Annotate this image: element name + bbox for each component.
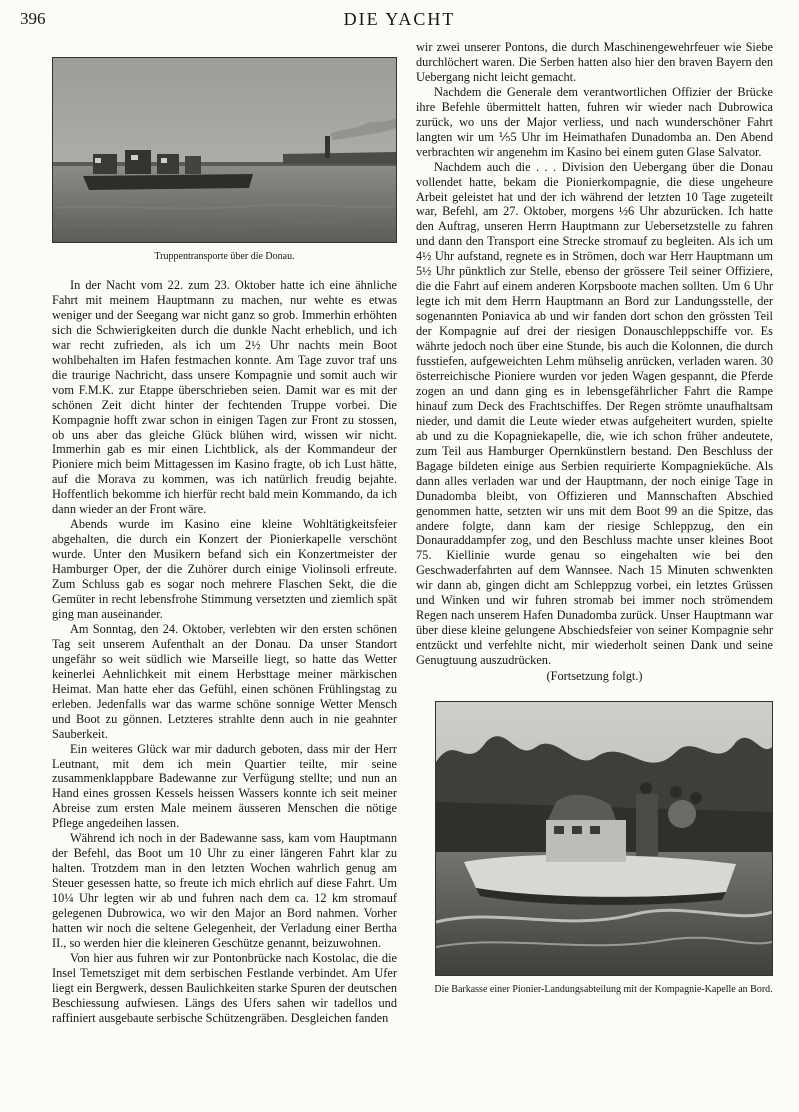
journal-title: DIE YACHT xyxy=(343,9,456,29)
paragraph: In der Nacht vom 22. zum 23. Oktober hatte ich eine ähnliche Fahrt mit meinem Hauptmann zu machen, nur wehte es etwas weniger und der Seegang war nicht ganz so grob. Immerhin erhöhten sich die Schwierigkeiten durch die dunkle Nacht erheblich, und ich war recht zufrieden, als ich um 2½ Uhr nachts mein Boot wohlbehalten im Hafen festmachen konnte. Am Tage zuvor traf uns die traurige Nachricht, dass unsere Kompagnie und somit auch wir vom F.M.K. zur Etappe überschrieben seien. Damit war es mit der schönen Zeit dicht hinter der fechtenden Truppe vorbei. Die Kompagnie hofft zwar schon in einigen Tagen zur Front zu stossen, ob uns aber das gleiche Glück blühen wird, wissen wir nicht. Immerhin gab es mir einen Lichtblick, als der Kommandeur der Pioniere mich beim Mittagessen im Kasino fragte, ob ich Lust hätte, auf die Morava zu kommen, was ich natürlich freudig bejahte. Hoffentlich bekomme ich hierfür recht bald mein Kommando, da ich dann wieder an der Front wäre. xyxy=(52,278,397,517)
paragraph: wir zwei unserer Pontons, die durch Maschinengewehrfeuer wie Siebe durchlöchert waren. Die Serben hatten also hier den braven Bayern den Uebergang nicht leicht gemacht. xyxy=(416,40,773,84)
figure-caption-1: Truppentransporte über die Donau. xyxy=(154,251,295,262)
paragraph: Nachdem die Generale dem verantwortlichen Offizier der Brücke ihre Befehle übermittelt hatten, fuhren wir wieder nach Dubrowica zurück, wo uns der Major verliess, und nach wunderschöner Fahrt langten wir um ⅕5 Uhr im Heimathafen Dunadomba an. Den Abend verbrachten wir angenehm im Kasino bei einem guten Glase Salvator. xyxy=(416,84,773,159)
photo-launch-with-band xyxy=(435,701,773,976)
paragraph: Am Sonntag, den 24. Oktober, verlebten wir den ersten schönen Tag seit unserem Aufenthalt an der Donau. Da unser Standort ungefähr so weit südlich wie Marseille liegt, so hatte das Wetter keinerlei Aehnlichkeit mit einem Herbsttage meiner märkischen Heimat. Man hatte eher das Gefühl, einen schönen Frühlingstag zu erleben. Jedenfalls war das warme schöne sonnige Wetter Mensch und Boot zu gönnen. Letzteres strahlte denn auch in nie geahnter Sauberkeit. xyxy=(52,621,397,741)
right-column xyxy=(416,40,773,996)
paragraph: Abends wurde im Kasino eine kleine Wohltätigkeitsfeier abgehalten, die durch ein Konzert der Pionierkapelle verschönt wurde. Unter den Musikern befand sich ein Konzertmeister der Hamburger Oper, der die Zuhörer durch einige Violinsoli erfreute. Zum Schluss gab es sogar noch mehrere Flaschen Sekt, die die Gemüter in recht lebensfrohe Stimmung versetzten und ziemlich spät ging man auseinander. xyxy=(52,517,397,621)
paragraph: Nachdem auch die . . . Division den Uebergang über die Donau vollendet hatte, bekam die Pionierkompagnie, die diese ungeheure Arbeit geleistet hat und der ich während der letzten 10 Tage zugeteilt war, Befehl, am 27. Oktober, morgens ½6 Uhr abzurücken. Ich hatte den Auftrag, unseren Herrn Hauptmann zur Uebersetzstelle zu fahren und dann den Transport eine Strecke stromauf zu begleiten. Als ich um 4½ Uhr aufstand, regnete es in Strömen, doch war Herr Hauptmann um 5½ Uhr pünktlich zur Stelle, ebenso der grössere Teil seiner Offiziere, die die Fahrt auf einem anderen Korpsboote machen sollten. Um 6 Uhr legte ich mit dem Herrn Hauptmann an Bord zur Landungsstelle, der sogenannten Poniavica ab und wir fanden dort schon den grössten Teil der Kompagnie auf drei der riesigen Donauschleppschiffe vor. Es währte jedoch noch über eine Stunde, bis auch die Kolonnen, die durch fusstiefen, aufgeweichten Lehm mühselig anrücken, verladen waren. 30 österreichische Pioniere wurden vor jeden Wagen gespannt, die Pferde zogen an und dann ging es in lebensgefährlicher Fahrt die Rampe hinauf zum Deck des Frachtschiffes. Der Regen strömte unaufhaltsam nieder, und damit die Leute wieder etwas aufgeheitert wurden, spielte ab und zu die Kopagniekapelle, die, wie ich schon früher andeutete, zum Teil aus Hamburger Opernkünstlern bestand. Den Beschluss der Bagage bildeten einige aus Serbien requirierte Kompagnieküche. Als dann alles verladen war und der Hauptmann, der noch einige Tage in Dunadomba bleibt, von Offizieren und Mannschaften Abschied genommen hatte, setzten wir uns mit dem Boot 99 an die Spitze, das andere folgte, dann kam der riesige Schleppzug, den ein Donauraddampfer zog, und den Beschluss machte unser kleines Boot 75. Kiellinie wurde genau so eingehalten wie bei den Geschwaderfahrten auf dem Wannsee. Nach 15 Minuten schwenkten wir dann ab, gingen dicht am Schleppzug vorbei, ein letztes Grüssen und Winken und wir fuhren stromab bei immer noch strömendem Regen nach unserem Hafen Dunadomba zurück. Unser Hauptmann war über diese kleine gelungene Abschiedsfeier von seiner Kompagnie sehr entzückt und verfehlte nicht, mir wiederholt seinen Dank und seine Genugtuung auszudrücken. xyxy=(416,159,773,668)
page-header xyxy=(0,0,799,40)
paragraph: Von hier aus fuhren wir zur Pontonbrücke nach Kostolac, die die Insel Temetsziget mit dem serbischen Festlande verbindet. Am Ufer liegt ein Bergwerk, dessen Baulichkeiten starke Spuren der deutschen Beschiessung aufwiesen. Längs des Ufers sahen wir tadellos und raffiniert ausgebaute serbische Schützengräben. Desgleichen fanden xyxy=(52,950,397,1025)
paragraph: Während ich noch in der Badewanne sass, kam vom Hauptmann der Befehl, das Boot um 10 Uhr zu einer längeren Fahrt klar zu halten. Trotzdem man in den letzten Wochen wahrlich genug am Steuer gesessen hatte, so freute ich mich ehrlich auf diese Fahrt. Um 10¼ Uhr legten wir ab und fuhren nach dem ca. 12 km stromauf gelegenen Dubrowica, wo wir den Major an Bord nahmen. Vorher hatten wir noch die seltene Gelegenheit, der Verladung einer Bertha II., so werden hier die kleineren Geschütze genannt, beizuwohnen. xyxy=(52,831,397,950)
photo-troop-transport xyxy=(52,57,397,243)
paragraph: Ein weiteres Glück war mir dadurch geboten, dass mir der Herr Leutnant, mit dem ich mein Quartier teilte, mir seine zusammenklappbare Badewanne zur Verfügung stellte; und nun an Hand eines grossen Kessels heissen Wassers konnte ich seit meiner Abreise zum ersten Male meinem äusseren Menschen die nötige Pflege angedeihen lassen. xyxy=(52,741,397,831)
page-number: 396 xyxy=(20,9,46,28)
figure-caption-2: Die Barkasse einer Pionier-Landungsabteilung mit der Kompagnie-Kapelle an Bord. xyxy=(434,983,773,995)
continuation-note: (Fortsetzung folgt.) xyxy=(546,669,643,684)
left-column xyxy=(52,40,397,1026)
